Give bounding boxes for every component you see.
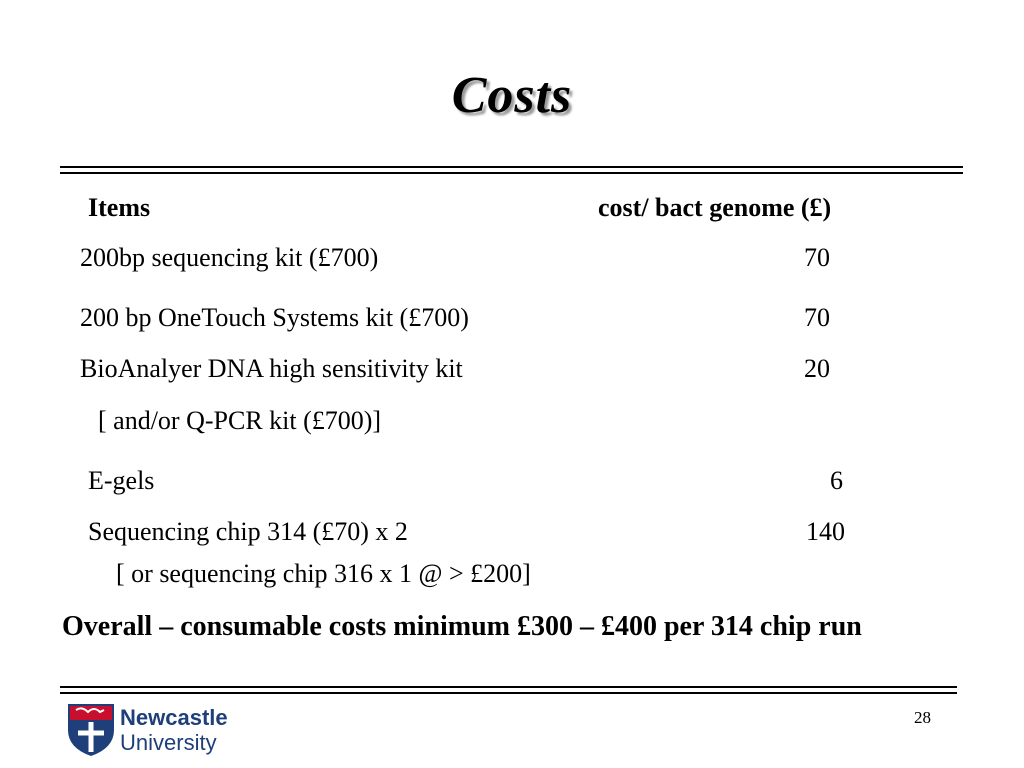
university-logo — [66, 700, 236, 758]
cost-row-value: 140 — [806, 517, 845, 546]
cost-row-value: 6 — [830, 466, 843, 495]
header-items: Items — [88, 193, 151, 222]
cost-row-item: BioAnalyer DNA high sensitivity kit — [80, 354, 463, 383]
bottom-rule-upper — [60, 686, 957, 688]
logo-line2: University — [120, 730, 217, 755]
cost-row-item: 200bp sequencing kit (£700) — [80, 243, 379, 272]
top-rule-upper — [60, 166, 963, 168]
top-rule-lower — [60, 172, 963, 174]
cost-row-item: [ and/or Q-PCR kit (£700)] — [98, 406, 382, 435]
bottom-rule-lower — [60, 692, 957, 694]
cost-row-value: 20 — [804, 354, 830, 383]
cost-row-value: 70 — [804, 303, 830, 332]
cost-row-item: 200 bp OneTouch Systems kit (£700) — [80, 303, 469, 332]
slide-title: Costs — [451, 67, 573, 124]
cost-row-item: E-gels — [88, 466, 155, 495]
header-cost: cost/ bact genome (£) — [598, 193, 832, 222]
cost-row-item: Sequencing chip 314 (£70) x 2 — [88, 517, 408, 546]
summary-text: Overall – consumable costs minimum £300 – £400 per 314 chip run — [62, 611, 862, 642]
cost-row-item: [ or sequencing chip 316 x 1 @ > £200] — [116, 559, 531, 588]
page-number: 28 — [914, 708, 931, 727]
university-crest-icon — [66, 700, 236, 758]
crest-top-band — [70, 706, 112, 720]
cost-row-value: 70 — [804, 243, 830, 272]
logo-line1: Newcastle — [120, 705, 228, 730]
